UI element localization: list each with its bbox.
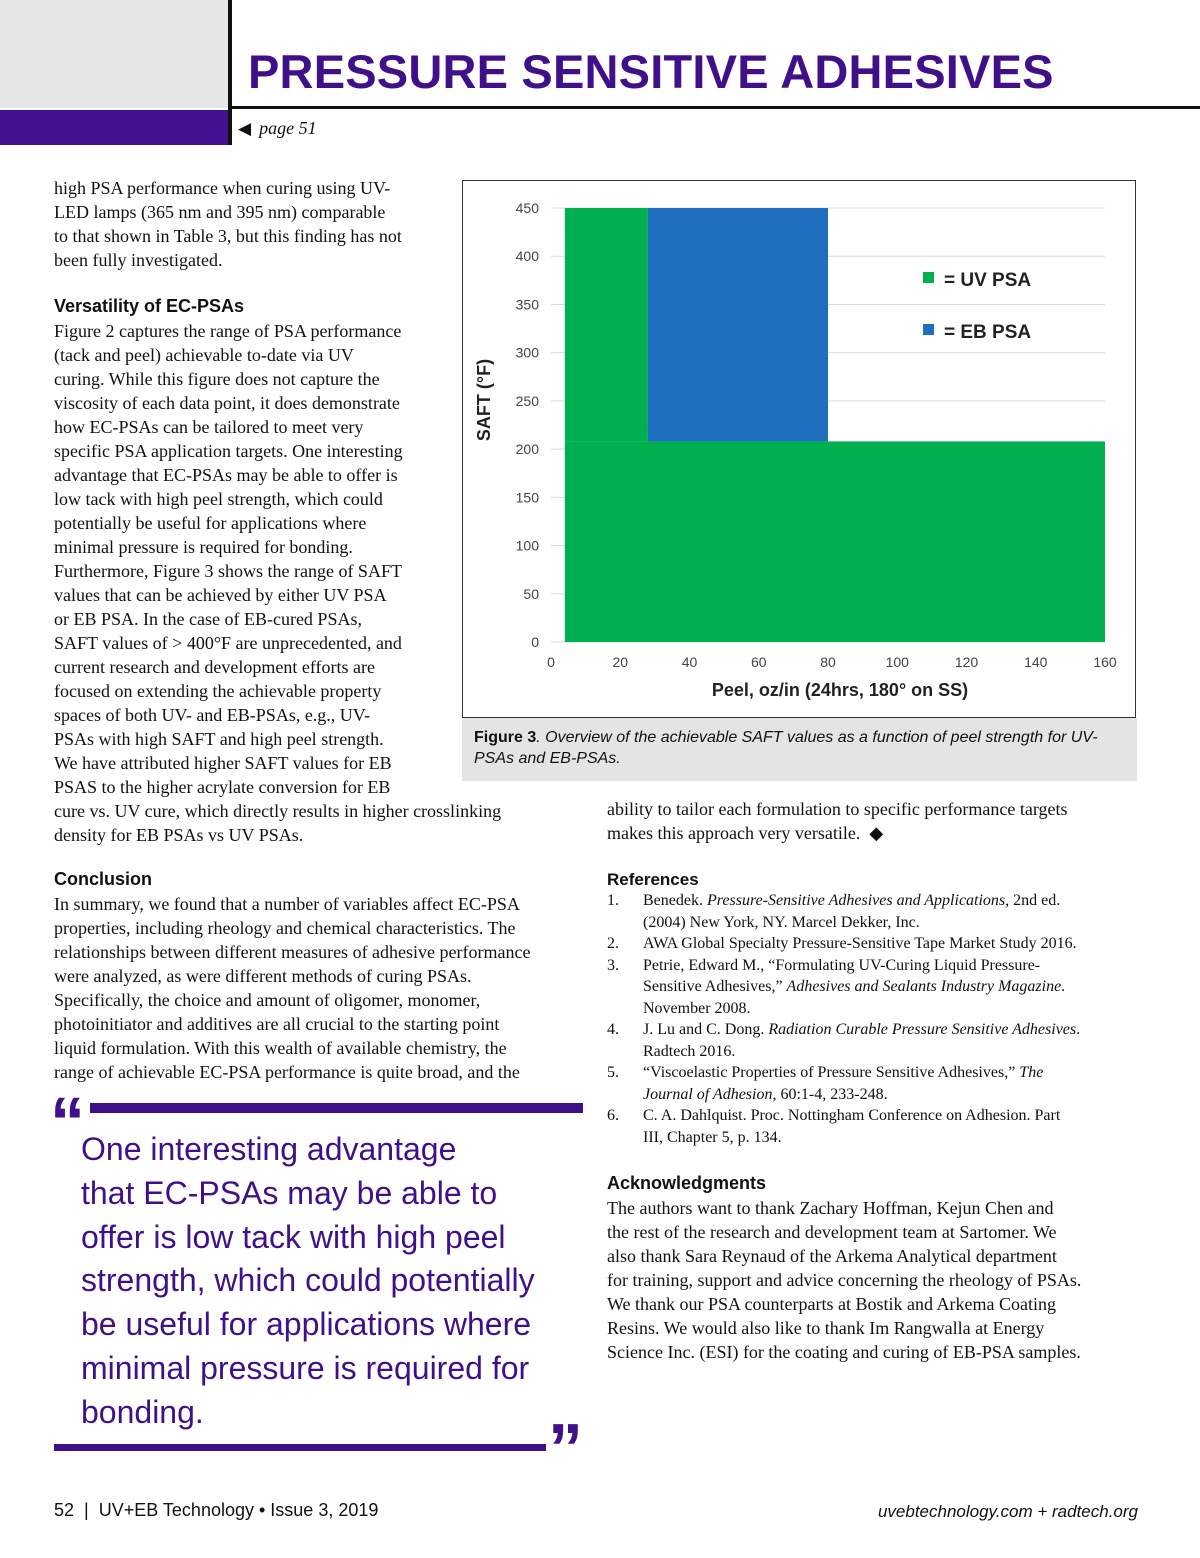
reference-number: 4.: [607, 1021, 619, 1038]
text-line: specific PSA application targets. One interesting: [54, 441, 403, 461]
reference-item: [607, 955, 1147, 1020]
reference-number: 2.: [607, 935, 619, 952]
pull-quote-bottom-rule: [54, 1444, 546, 1451]
x-axis-label: Peel, oz/in (24hrs, 180° on SS): [711, 680, 969, 700]
text-line: [607, 821, 1068, 845]
y-tick-label: 200: [515, 441, 539, 458]
reference-item: [607, 1062, 1147, 1105]
page-title: PRESSURE SENSITIVE ADHESIVES: [248, 45, 1054, 98]
region-uv-psa: [565, 208, 648, 441]
text-line: properties, including rheology and chemical characteristics. The: [54, 918, 516, 938]
conclusion-paragraph: [54, 892, 530, 1084]
text-line: liquid formulation. With this wealth of available chemistry, the: [54, 1038, 507, 1058]
text-line: for training, support and advice concerning the rheology of PSAs.: [607, 1270, 1082, 1290]
figure-caption-label: Figure 3: [474, 729, 537, 746]
header-gray-block: [0, 0, 228, 108]
text-line: ability to tailor each formulation to specific performance targets: [607, 799, 1068, 819]
y-tick-label: 0: [531, 634, 539, 650]
left-triangle-icon: ◀: [238, 119, 252, 138]
text-line: advantage that EC-PSAs may be able to offer is: [54, 465, 398, 485]
x-tick-label: 120: [954, 654, 979, 670]
section-heading-references: References: [607, 870, 699, 889]
reference-text: “Viscoelastic Properties of Pressure Sensitive Adhesives,” The Journal of Adhesion, 60:1-4, 233-248.: [643, 1064, 1044, 1103]
reference-text: C. A. Dahlquist. Proc. Nottingham Conference on Adhesion. Part III, Chapter 5, p. 134.: [643, 1107, 1061, 1146]
y-tick-label: 350: [515, 296, 539, 313]
section-heading-conclusion: Conclusion: [54, 869, 152, 889]
reference-item: [607, 1019, 1147, 1062]
text-line: range of achievable EC-PSA performance is quite broad, and the: [54, 1062, 520, 1082]
figure-caption-text: . Overview of the achievable SAFT values as a function of peel strength for UV-PSAs and EB-PSAs.: [474, 729, 1098, 767]
x-tick-label: 0: [547, 654, 555, 670]
footer-separator: |: [84, 1500, 89, 1520]
text-line: low tack with high peel strength, which could: [54, 489, 383, 509]
x-tick-label: 100: [885, 654, 909, 670]
text-line: cure vs. UV cure, which directly results in higher crosslinking: [54, 801, 502, 821]
footer-publication: [54, 1500, 378, 1521]
header-purple-block: [0, 110, 228, 145]
reference-text: Benedek. Pressure-Sensitive Adhesives and Applications, 2nd ed. (2004) New York, NY. Marcel Dekker, Inc.: [643, 892, 1061, 931]
reference-item: [607, 933, 1147, 955]
versatility-paragraph: [54, 319, 501, 847]
text-line: the rest of the research and development team at Sartomer. We: [607, 1222, 1057, 1242]
y-tick-label: 400: [515, 248, 539, 265]
continuation-paragraph: [607, 797, 1068, 845]
x-tick-label: 60: [750, 654, 767, 670]
pull-quote-top-rule: [90, 1103, 583, 1113]
legend-label: = EB PSA: [944, 322, 1032, 343]
text-line: density for EB PSAs vs UV PSAs.: [54, 825, 304, 845]
text-line: high PSA performance when curing using UV-: [54, 178, 391, 198]
intro-paragraph: [54, 176, 402, 272]
text-segment: makes this approach very versatile.: [607, 823, 861, 843]
pull-quote: [81, 1128, 535, 1435]
y-tick-label: 150: [515, 489, 539, 506]
publication-issue: UV+EB Technology • Issue 3, 2019: [98, 1500, 379, 1520]
text-line: or EB PSA. In the case of EB-cured PSAs,: [54, 609, 362, 629]
figure-3-chart: [462, 180, 1136, 718]
y-axis-label: SAFT (°F): [474, 358, 494, 442]
pull-quote-line: bonding.: [81, 1393, 204, 1430]
text-line: We thank our PSA counterparts at Bostik and Arkema Coating: [607, 1294, 1056, 1314]
previous-page-link[interactable]: [238, 118, 317, 139]
text-line: viscosity of each data point, it does demonstrate: [54, 393, 400, 413]
end-diamond-icon: ◆: [869, 823, 884, 843]
reference-item: [607, 890, 1147, 933]
x-tick-label: 20: [612, 654, 629, 670]
text-line: spaces of both UV- and EB-PSAs, e.g., UV-: [54, 705, 371, 725]
text-line: how EC-PSAs can be tailored to meet very: [54, 417, 364, 437]
text-line: minimal pressure is required for bonding.: [54, 537, 353, 557]
acknowledgments-paragraph: [607, 1196, 1081, 1364]
page-number: 52: [54, 1500, 75, 1520]
text-line: values that can be achieved by either UV PSA: [54, 585, 387, 605]
x-tick-label: 80: [820, 654, 836, 670]
pull-quote-line: minimal pressure is required for: [81, 1349, 530, 1386]
y-tick-label: 250: [515, 392, 539, 409]
region-uv-psa: [565, 441, 1105, 642]
x-tick-label: 160: [1093, 654, 1117, 670]
y-tick-label: 50: [523, 585, 539, 602]
reference-number: 3.: [607, 956, 619, 974]
text-line: also thank Sara Reynaud of the Arkema Analytical department: [607, 1246, 1057, 1266]
text-line: to that shown in Table 3, but this finding has not: [54, 226, 402, 246]
open-quote-icon: “: [50, 1083, 85, 1161]
reference-number: 6.: [607, 1107, 619, 1124]
pull-quote-line: that EC-PSAs may be able to: [81, 1174, 498, 1211]
text-line: Figure 2 captures the range of PSA performance: [54, 321, 402, 341]
text-line: curing. While this figure does not capture the: [54, 369, 380, 389]
region-eb-psa: [648, 208, 828, 441]
text-line: SAFT values of > 400°F are unprecedented, and: [54, 633, 402, 653]
reference-text: Petrie, Edward M., “Formulating UV-Curing Liquid Pressure- Sensitive Adhesives,” Adhesives and Sealants Industry Magazine. November 2008.: [643, 956, 1066, 1017]
section-heading-versatility: Versatility of EC-PSAs: [54, 296, 245, 316]
reference-number: 5.: [607, 1064, 619, 1081]
text-line: LED lamps (365 nm and 395 nm) comparable: [54, 202, 386, 222]
figure-caption: [462, 718, 1137, 781]
text-line: The authors want to thank Zachary Hoffman, Kejun Chen and: [607, 1198, 1054, 1218]
text-line: PSAS to the higher acrylate conversion for EB: [54, 777, 391, 797]
text-line: photoinitiator and additives are all crucial to the starting point: [54, 1014, 500, 1034]
text-line: Furthermore, Figure 3 shows the range of SAFT: [54, 561, 402, 581]
header-horizontal-rule: [228, 106, 1200, 109]
text-line: potentially be useful for applications where: [54, 513, 367, 533]
text-line: Resins. We would also like to thank Im Rangwalla at Energy: [607, 1318, 1045, 1338]
section-heading-acknowledgments: Acknowledgments: [607, 1173, 767, 1193]
x-tick-label: 140: [1024, 654, 1048, 670]
legend-swatch: [923, 272, 934, 283]
pull-quote-line: strength, which could potentially: [81, 1262, 535, 1299]
text-line: been fully investigated.: [54, 250, 223, 270]
previous-page-label: page 51: [259, 118, 317, 138]
y-tick-label: 300: [515, 344, 539, 361]
text-line: relationships between different measures of adhesive performance: [54, 942, 531, 962]
header-vertical-rule: [228, 0, 232, 145]
text-line: focused on extending the achievable property: [54, 681, 382, 701]
reference-text: AWA Global Specialty Pressure-Sensitive Tape Market Study 2016.: [643, 935, 1077, 952]
text-line: (tack and peel) achievable to-date via UV: [54, 345, 354, 365]
text-line: We have attributed higher SAFT values for EB: [54, 753, 392, 773]
text-line: Science Inc. (ESI) for the coating and curing of EB-PSA samples.: [607, 1342, 1081, 1362]
text-line: Specifically, the choice and amount of oligomer, monomer,: [54, 990, 481, 1010]
pull-quote-line: offer is low tack with high peel: [81, 1218, 506, 1255]
close-quote-icon: ”: [548, 1409, 583, 1487]
y-tick-label: 100: [515, 537, 539, 554]
legend-swatch: [923, 324, 934, 335]
text-line: current research and development efforts are: [54, 657, 376, 677]
reference-number: 1.: [607, 892, 619, 909]
x-tick-label: 40: [681, 654, 698, 670]
footer-websites[interactable]: uvebtechnology.com + radtech.org: [877, 1502, 1138, 1521]
pull-quote-line: One interesting advantage: [81, 1131, 457, 1167]
saft-peel-chart: [463, 181, 1135, 717]
reference-item: [607, 1105, 1147, 1148]
y-tick-label: 450: [515, 200, 539, 216]
text-line: In summary, we found that a number of variables affect EC-PSA: [54, 894, 520, 914]
text-line: were analyzed, as were different methods of curing PSAs.: [54, 966, 472, 986]
reference-text: J. Lu and C. Dong. Radiation Curable Pressure Sensitive Adhesives. Radtech 2016.: [643, 1021, 1081, 1060]
text-line: PSAs with high SAFT and high peel strength.: [54, 729, 384, 749]
reference-list: [607, 890, 1147, 1148]
legend-label: = UV PSA: [944, 270, 1032, 291]
pull-quote-line: be useful for applications where: [81, 1306, 532, 1343]
